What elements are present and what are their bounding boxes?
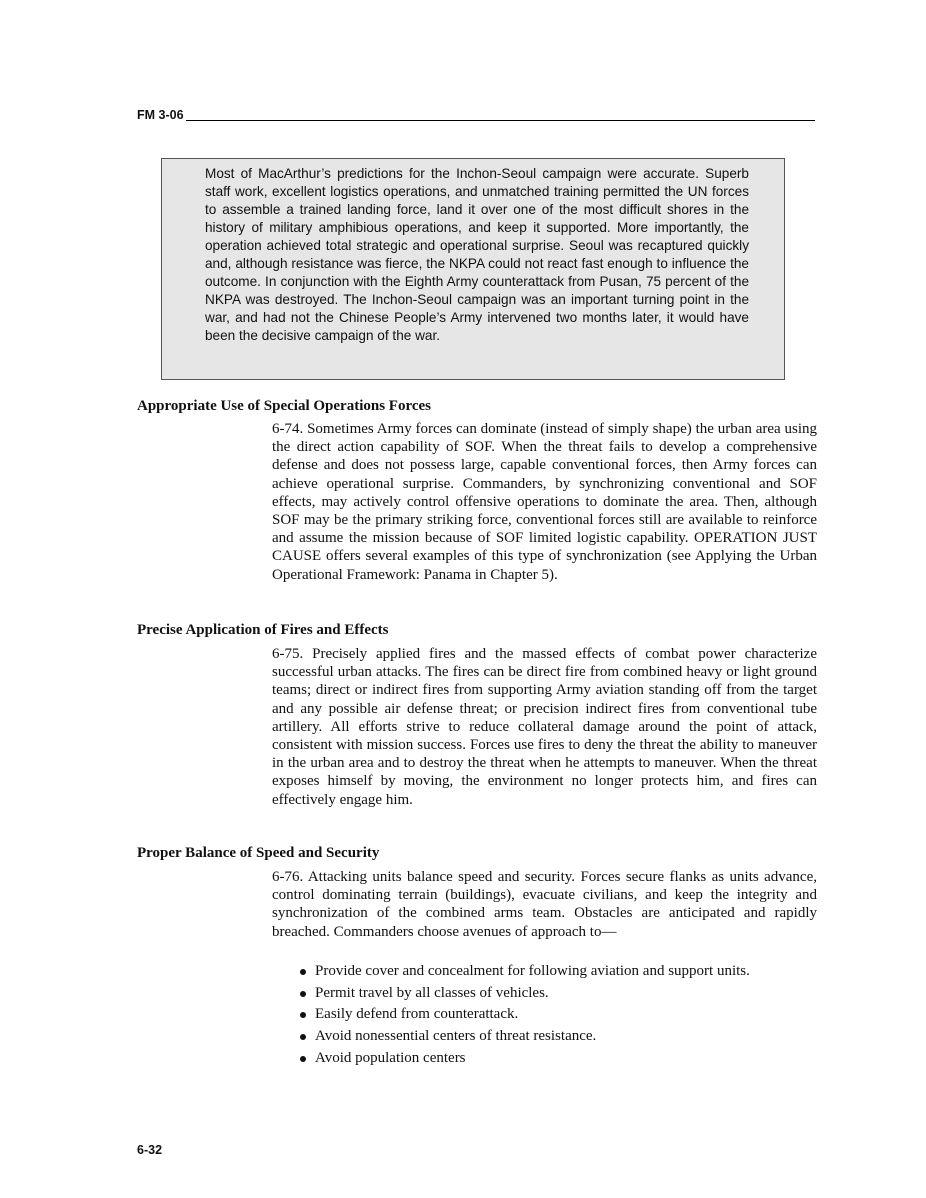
- header-rule: [186, 120, 815, 121]
- list-item: Provide cover and concealment for following aviation and support units.: [272, 962, 817, 980]
- avenues-of-approach-list: [272, 962, 817, 1071]
- running-header: [137, 108, 815, 122]
- paragraph-6-75: 6-75. Precisely applied fires and the massed effects of combat power characterize successful urban attacks. The fires can be direct fire from combined heavy or light ground teams; direct or indirect fires from supporting Army aviation standing off from the target and any possible air defense threat; or precision indirect fires from conventional tube artillery. All efforts strive to reduce collateral damage around the point of attack, consistent with mission success. Forces use fires to deny the threat the ability to maneuver in the urban area and to destroy the threat when he attempts to maneuver. When the threat exposes himself by moving, the environment no longer protects him, and fires can effectively engage him.: [272, 646, 817, 808]
- section-heading-speed-security: Proper Balance of Speed and Security: [137, 845, 380, 861]
- vignette-text: Most of MacArthur’s predictions for the Inchon-Seoul campaign were accurate. Superb staff work, excellent logistics operations, and unmatched training permitted the UN forces to assemble a trained landing force, land it over one of the most difficult shores in the history of military amphibious operations, and keep it supported. More importantly, the operation achieved total strategic and operational surprise. Seoul was recaptured quickly and, although resistance was fierce, the NKPA could not react fast enough to influence the outcome. In conjunction with the Eighth Army counterattack from Pusan, 75 percent of the NKPA was destroyed. The Inchon-Seoul campaign was an important turning point in the war, and had not the Chinese People’s Army intervened two months later, it would have been the decisive campaign of the war.: [205, 166, 749, 343]
- section-heading-fires: Precise Application of Fires and Effects: [137, 622, 389, 638]
- bullet-icon: [300, 1034, 306, 1040]
- list-item: Permit travel by all classes of vehicles.: [272, 984, 817, 1002]
- paragraph-6-74: 6-74. Sometimes Army forces can dominate (instead of simply shape) the urban area using the direct action capability of SOF. When the threat fails to develop a comprehensive defense and does not possess large, capable conventional forces, then Army forces can achieve operational surprise. Commanders, by synchronizing conventional and SOF effects, may actively control offensive operations to dominate the area. Then, although SOF may be the primary striking force, conventional forces still are available to reinforce and assume the mission because of SOF limited logistic capability. OPERATION JUST CAUSE offers several examples of this type of synchronization (see Applying the Urban Operational Framework: Panama in Chapter 5).: [272, 421, 817, 583]
- list-item: Avoid nonessential centers of threat resistance.: [272, 1027, 817, 1045]
- bullet-icon: [300, 1056, 306, 1062]
- paragraph-6-76: 6-76. Attacking units balance speed and security. Forces secure flanks as units advance, control dominating terrain (buildings), evacuate civilians, and keep the integrity and synchronization of the combined arms team. Obstacles are anticipated and rapidly breached. Commanders choose avenues of approach to—: [272, 869, 817, 940]
- bullet-icon: [300, 969, 306, 975]
- bullet-icon: [300, 1012, 306, 1018]
- list-item: Easily defend from counterattack.: [272, 1005, 817, 1023]
- page-number: 6-32: [137, 1143, 163, 1157]
- manual-number: FM 3-06: [137, 108, 184, 122]
- section-heading-sof: Appropriate Use of Special Operations Forces: [137, 398, 432, 414]
- bullet-icon: [300, 991, 306, 997]
- historical-vignette-box: [161, 158, 785, 380]
- list-item: Avoid population centers: [272, 1049, 817, 1067]
